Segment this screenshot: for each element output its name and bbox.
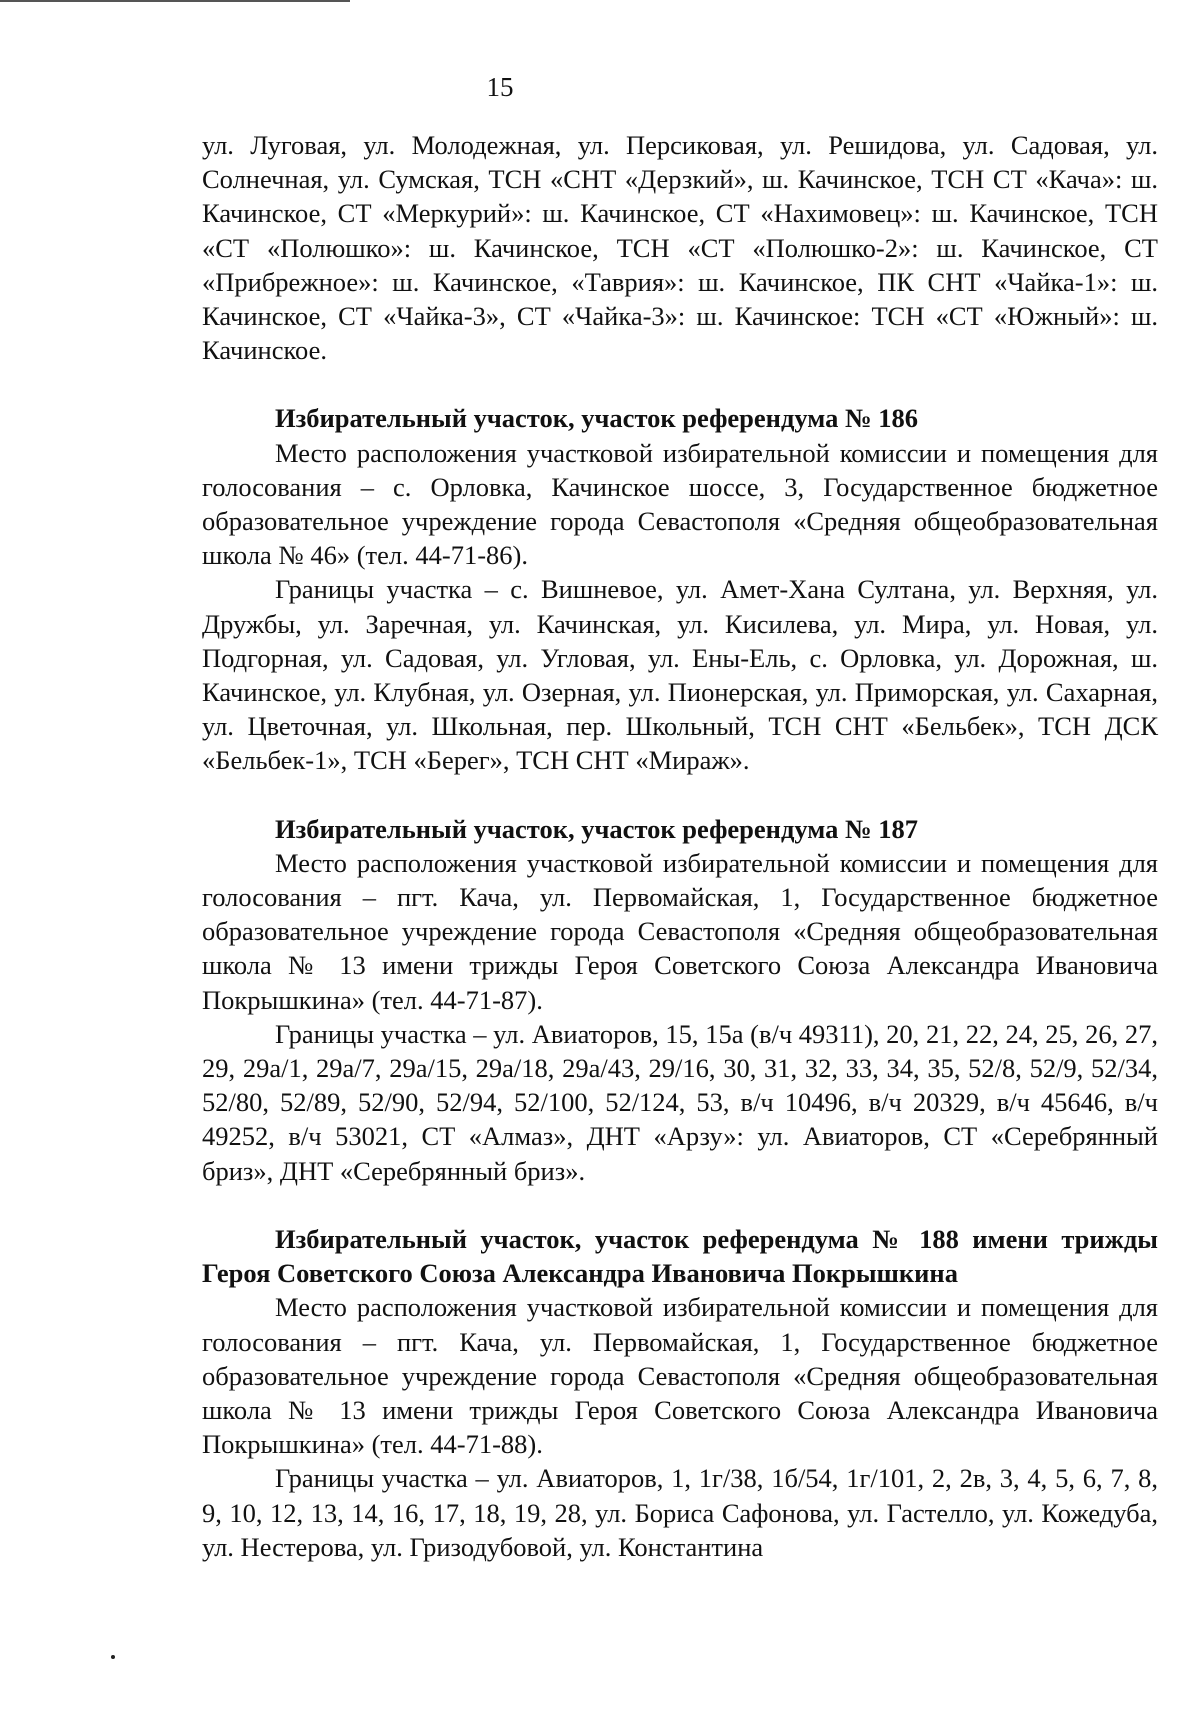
continued-boundaries-paragraph: ул. Луговая, ул. Молодежная, ул. Персиковая, ул. Решидова, ул. Садовая, ул. Солнечная, ул. Сумская, ТСН «СНТ «Дерзкий», ш. Качинское, ТСН СТ «Кача»: ш. Качинское, СТ «Меркурий»: ш. Качинское, СТ «Нахимовец»: ш. Качинское, ТСН «СТ «Полюшко»: ш. Качинское, ТСН «СТ «Полюшко-2»: ш. Качинское, СТ «Прибрежное»: ш. Качинское, «Таврия»: ш. Качинское, ПК СНТ «Чайка-1»: ш. Качинское, СТ «Чайка-3», СТ «Чайка-3»: ш. Качинское: ТСН «СТ «Южный»: ш. Качинское. [202, 130, 1158, 366]
scan-edge-rule [0, 0, 350, 2]
precinct-186-heading: Избирательный участок, участок референдума № 186 [275, 403, 919, 434]
precinct-186-location: Место расположения участковой избирательной комиссии и помещения для голосования – с. Орловка, Качинское шоссе, 3, Государственное бюджетное образовательное учреждение города Севастополя «Средняя общеобразовательная школа № 46» (тел. 44-71-86). [202, 437, 1158, 571]
precinct-188-location: Место расположения участковой избирательной комиссии и помещения для голосования – пгт. Кача, ул. Первомайская, 1, Государственное бюджетное образовательное учреждение города Севастополя «Средняя общеобразовательная школа № 13 имени трижды Героя Советского Союза Александра Ивановича Покрышкина» (тел. 44-71-88). [202, 1292, 1158, 1460]
precinct-188-boundaries: Границы участка – ул. Авиаторов, 1, 1г/38, 1б/54, 1г/101, 2, 2в, 3, 4, 5, 6, 7, 8, 9, 10, 12, 13, 14, 16, 17, 18, 19, 28, ул. Бориса Сафонова, ул. Гастелло, ул. Кожедуба, ул. Нестерова, ул. Гризодубовой, ул. Константина [202, 1463, 1158, 1562]
section-gap [202, 778, 1158, 812]
precinct-187-boundaries: Границы участка – ул. Авиаторов, 15, 15а (в/ч 49311), 20, 21, 22, 24, 25, 26, 27, 29, 29а/1, 29а/7, 29а/15, 29а/18, 29а/43, 29/16, 30, 31, 32, 33, 34, 35, 52/8, 52/9, 52/34, 52/80, 52/89, 52/90, 52/94, 52/100, 52/124, 53, в/ч 10496, в/ч 20329, в/ч 45646, в/ч 49252, в/ч 53021, СТ «Алмаз», ДНТ «Арзу»: ул. Авиаторов, СТ «Серебрянный бриз», ДНТ «Серебрянный бриз». [202, 1018, 1158, 1186]
section-gap [202, 1188, 1158, 1222]
section-gap [202, 367, 1158, 401]
precinct-187-location: Место расположения участковой избирательной комиссии и помещения для голосования – пгт. Кача, ул. Первомайская, 1, Государственное бюджетное образовательное учреждение города Севастополя «Средняя общеобразовательная школа № 13 имени трижды Героя Советского Союза Александра Ивановича Покрышкина» (тел. 44-71-87). [202, 847, 1158, 1015]
page-number: 15 [486, 72, 514, 102]
precinct-186-boundaries: Границы участка – с. Вишневое, ул. Амет-Хана Султана, ул. Верхняя, ул. Дружбы, ул. Заречная, ул. Качинская, ул. Кисилева, ул. Мира, ул. Новая, ул. Подгорная, ул. Садовая, ул. Угловая, ул. Ены-Ель, с. Орловка, ул. Дорожная, ш. Качинское, ул. Клубная, ул. Озерная, ул. Пионерская, ул. Приморская, ул. Сахарная, ул. Цветочная, ул. Школьная, пер. Школьный, ТСН СНТ «Бельбек», ТСН ДСК «Бельбек-1», ТСН «Берег», ТСН СНТ «Мираж». [202, 574, 1158, 776]
document-body [202, 128, 1158, 1564]
scan-artifact-dot [111, 1655, 115, 1659]
precinct-187-heading: Избирательный участок, участок референдума № 187 [275, 813, 919, 844]
precinct-188-heading: Избирательный участок, участок референдума № 188 имени трижды Героя Советского Союза Александра Ивановича Покрышкина [202, 1223, 1158, 1289]
